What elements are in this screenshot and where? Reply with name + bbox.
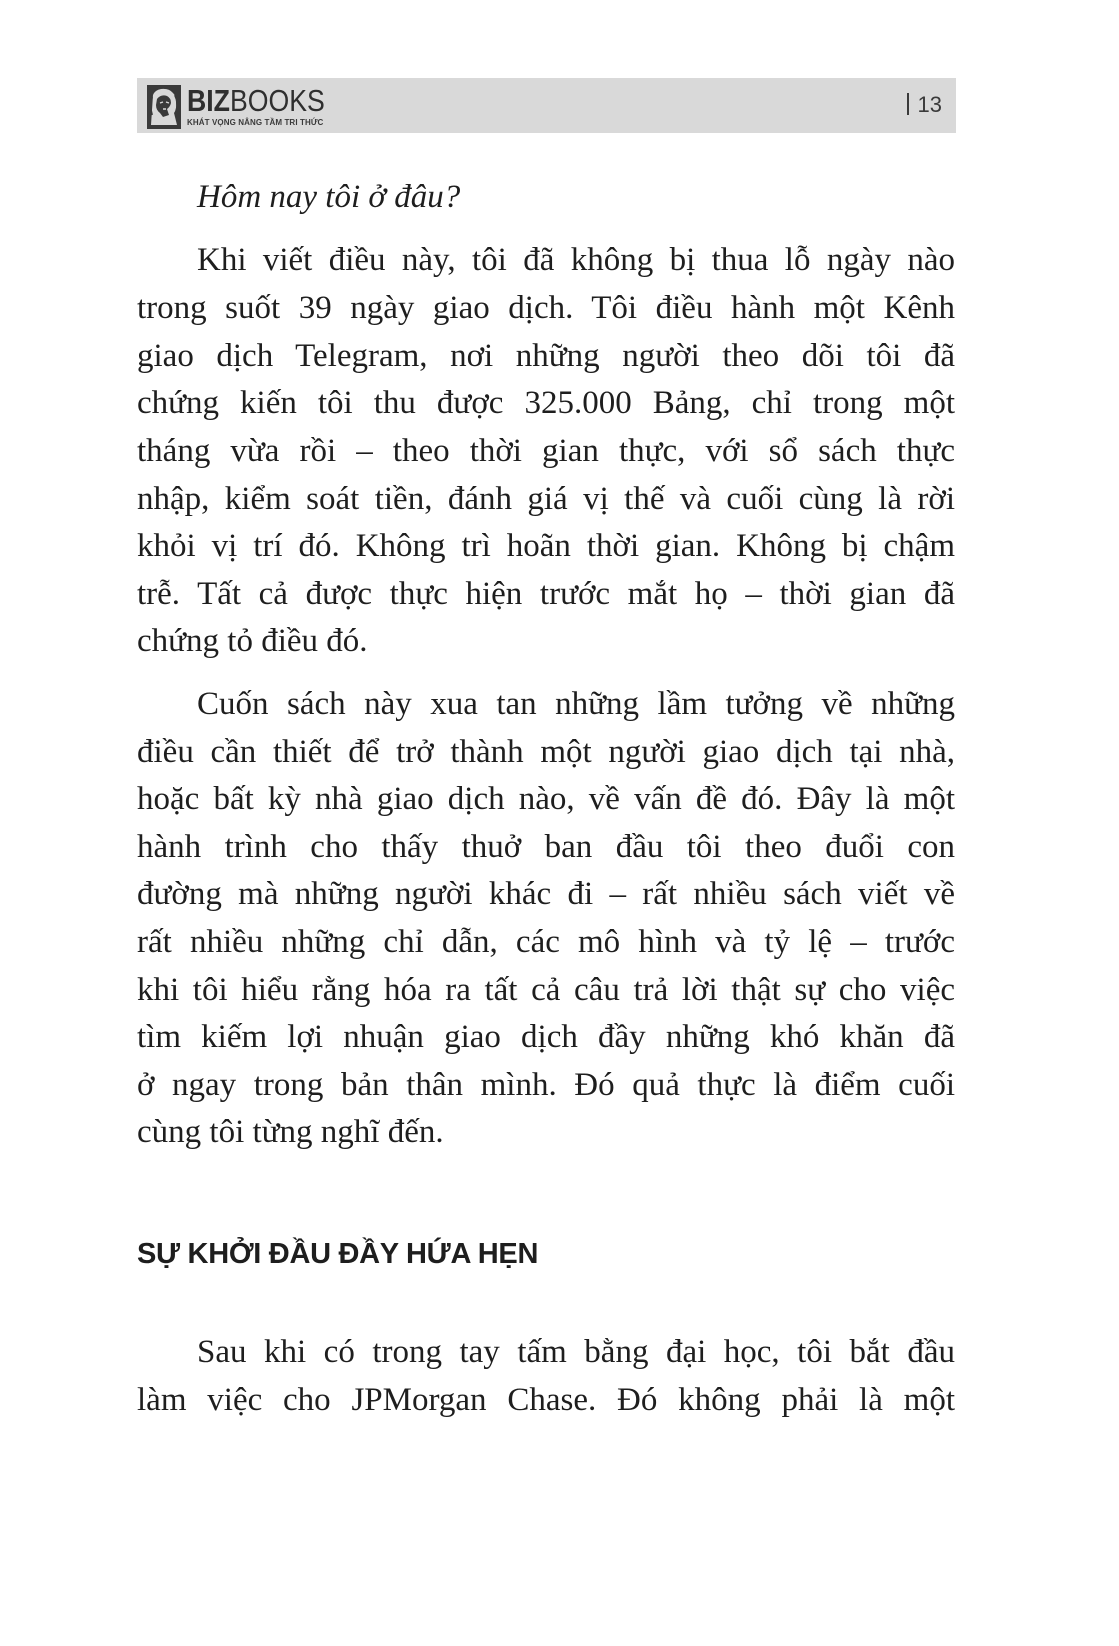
text-line: trong suốt 39 ngày giao dịch. Tôi điều hành một Kênh (137, 290, 955, 326)
text-line: ở ngay trong bản thân mình. Đó quả thực là điểm cuối (137, 1067, 955, 1103)
text-line: tháng vừa rồi – theo thời gian thực, với sổ sách thực (137, 433, 955, 469)
text-line: đường mà những người khác đi – rất nhiều sách viết về (137, 876, 955, 912)
section-heading: SỰ KHỞI ĐẦU ĐẦY HỨA HẸN (137, 1238, 539, 1270)
lion-head-icon (147, 85, 181, 129)
page-number-divider (907, 93, 909, 115)
text-line: giao dịch Telegram, nơi những người theo dõi tôi đã (137, 338, 955, 374)
text-line: Sau khi có trong tay tấm bằng đại học, tôi bắt đầu (197, 1334, 955, 1370)
text-line: khỏi vị trí đó. Không trì hoãn thời gian. Không bị chậm (137, 528, 955, 564)
text-line: Cuốn sách này xua tan những lầm tưởng về những (197, 686, 955, 722)
text-line: hành trình cho thấy thuở ban đầu tôi theo đuổi con (137, 829, 955, 865)
brand-tagline: KHÁT VỌNG NÂNG TẦM TRI THỨC (187, 118, 324, 127)
text-line: nhập, kiểm soát tiền, đánh giá vị thế và cuối cùng là rời (137, 481, 955, 517)
opening-question: Hôm nay tôi ở đâu? (197, 179, 461, 215)
page-number: 13 (907, 92, 942, 118)
text-line: hoặc bất kỳ nhà giao dịch nào, về vấn đề đó. Đây là một (137, 781, 955, 817)
brand-name: BIZBOOKS (187, 83, 325, 118)
text-line: cùng tôi từng nghĩ đến. (137, 1114, 444, 1150)
text-line: chứng tỏ điều đó. (137, 623, 368, 659)
text-line: chứng kiến tôi thu được 325.000 Bảng, chỉ trong một (137, 385, 955, 421)
running-header (137, 78, 956, 133)
text-line: tìm kiếm lợi nhuận giao dịch đầy những khó khăn đã (137, 1019, 955, 1055)
text-line: khi tôi hiểu rằng hóa ra tất cả câu trả lời thật sự cho việc (137, 972, 955, 1008)
bizbooks-logo (147, 85, 337, 129)
text-line: trễ. Tất cả được thực hiện trước mắt họ – thời gian đã (137, 576, 955, 612)
text-line: điều cần thiết để trở thành một người giao dịch tại nhà, (137, 734, 955, 770)
text-line: làm việc cho JPMorgan Chase. Đó không phải là một (137, 1382, 955, 1418)
text-line: rất nhiều những chỉ dẫn, các mô hình và tỷ lệ – trước (137, 924, 955, 960)
text-line: Khi viết điều này, tôi đã không bị thua lỗ ngày nào (197, 242, 955, 278)
